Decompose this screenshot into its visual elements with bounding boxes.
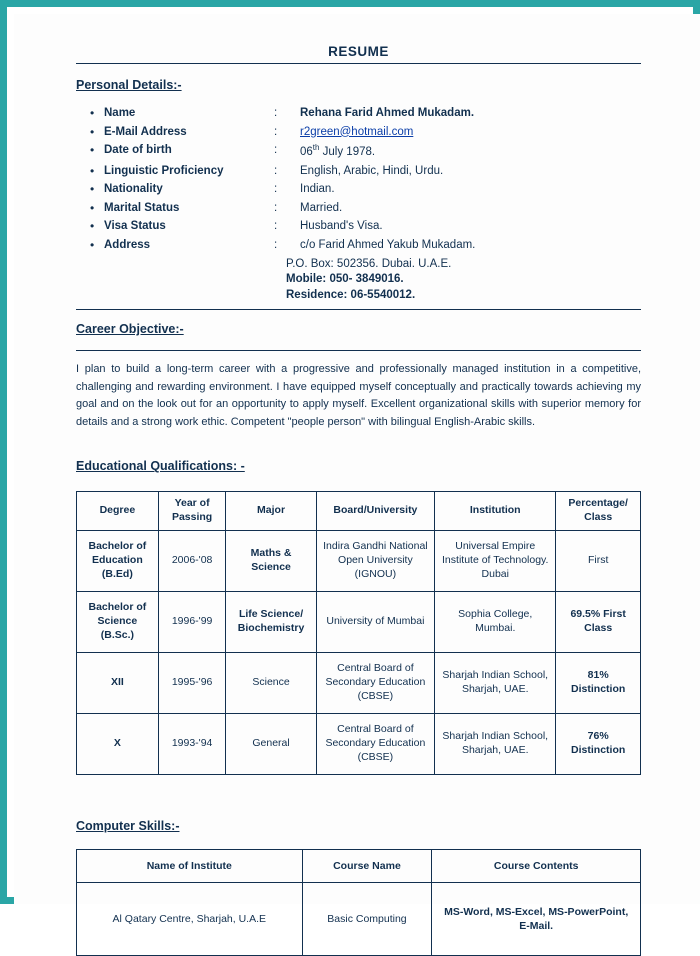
field-separator: : — [274, 125, 278, 138]
column-header-year: Year of Passing — [158, 492, 226, 530]
field-separator: : — [274, 201, 278, 214]
cell-major: General — [226, 713, 316, 774]
cell-degree: Bachelor of Science (B.Sc.) — [77, 591, 159, 652]
table-row — [77, 530, 641, 591]
table-row — [77, 652, 641, 713]
address-line-po-box: P.O. Box: 502356. Dubai. U.A.E. — [286, 257, 452, 270]
ordinal-suffix: th — [312, 143, 320, 153]
cell-institution: Sharjah Indian School, Sharjah, UAE. — [435, 713, 556, 774]
personal-details-heading: Personal Details:- — [76, 78, 182, 92]
spacer — [76, 775, 641, 801]
cell-institute: Al Qatary Centre, Sharjah, U.A.E — [77, 883, 303, 956]
list-item — [90, 201, 641, 217]
table-header-row — [77, 492, 641, 530]
computer-skills-table — [76, 849, 641, 956]
cell-percentage: First — [556, 530, 641, 591]
personal-details-list — [90, 106, 641, 254]
education-table — [76, 491, 641, 774]
cell-year: 2006-'08 — [158, 530, 226, 591]
cell-percentage: 69.5% First Class — [556, 591, 641, 652]
column-header-percentage: Percentage/ Class — [556, 492, 641, 530]
computer-skills-section — [76, 817, 641, 841]
personal-section-divider — [76, 309, 641, 310]
field-label: Date of birth — [104, 144, 172, 157]
column-header-institution: Institution — [435, 492, 556, 530]
cell-board: Central Board of Secondary Education (CBSE) — [316, 652, 434, 713]
computer-skills-heading: Computer Skills:- — [76, 818, 180, 833]
column-header-major: Major — [226, 492, 316, 530]
cell-board: University of Mumbai — [316, 591, 434, 652]
field-separator: : — [274, 238, 278, 251]
cell-major: Maths & Science — [226, 530, 316, 591]
bullet-icon: • — [90, 219, 95, 234]
list-item — [90, 164, 641, 180]
spacer — [76, 801, 641, 817]
column-header-board: Board/University — [316, 492, 434, 530]
cell-year: 1993-'94 — [158, 713, 226, 774]
list-item — [90, 143, 641, 160]
cell-year: 1996-'99 — [158, 591, 226, 652]
title-divider — [76, 63, 641, 64]
bullet-icon: • — [90, 182, 95, 197]
cell-percentage: 76% Distinction — [556, 713, 641, 774]
field-label: Name — [104, 107, 136, 119]
field-label: Visa Status — [104, 220, 166, 233]
field-label: Nationality — [104, 183, 163, 196]
cell-institution: Sophia College, Mumbai. — [435, 591, 556, 652]
field-value-address: c/o Farid Ahmed Yakub Mukadam. — [300, 238, 476, 251]
bullet-icon: • — [90, 143, 95, 158]
bullet-icon: • — [90, 237, 95, 252]
field-separator: : — [274, 107, 278, 119]
cell-major: Life Science/ Biochemistry — [226, 591, 316, 652]
list-item — [90, 125, 641, 141]
list-item — [90, 106, 641, 122]
column-header-course-name: Course Name — [302, 849, 432, 883]
personal-details-section — [76, 76, 641, 100]
bullet-icon: • — [90, 200, 95, 215]
list-item — [90, 219, 641, 235]
email-link[interactable]: r2green@hotmail.com — [300, 125, 414, 138]
cell-course-name: Basic Computing — [302, 883, 432, 956]
field-separator: : — [274, 164, 278, 177]
field-label: E-Mail Address — [104, 125, 187, 138]
field-separator: : — [274, 144, 278, 157]
table-row — [77, 883, 641, 956]
cell-institution: Sharjah Indian School, Sharjah, UAE. — [435, 652, 556, 713]
cell-institution: Universal Empire Institute of Technology. Dubai — [435, 530, 556, 591]
cell-board: Central Board of Secondary Education (CBSE) — [316, 713, 434, 774]
career-objective-section — [76, 320, 641, 344]
education-heading: Educational Qualifications: - — [76, 459, 245, 474]
list-item — [90, 238, 641, 254]
cell-degree: XII — [77, 652, 159, 713]
field-value-name: Rehana Farid Ahmed Mukadam. — [300, 107, 475, 119]
address-line-mobile: Mobile: 050- 3849016. — [286, 273, 404, 286]
cell-percentage: 81% Distinction — [556, 652, 641, 713]
bullet-icon: • — [90, 106, 95, 120]
cell-degree: X — [77, 713, 159, 774]
field-value-nationality: Indian. — [300, 183, 335, 196]
resume-content — [76, 44, 641, 956]
objective-heading-divider — [76, 350, 641, 351]
field-value-visa-status: Husband's Visa. — [300, 220, 383, 233]
field-label: Linguistic Proficiency — [104, 164, 224, 177]
spacer — [76, 431, 641, 457]
field-separator: : — [274, 183, 278, 196]
field-separator: : — [274, 220, 278, 233]
field-value-dob: 06th July 1978. — [300, 143, 376, 159]
bullet-icon: • — [90, 163, 95, 178]
career-objective-text: I plan to build a long-term career with a progressive and professionally managed institution in a competitive, challenging and rewarding environment. I have equipped myself conceptually and practically towards achieving my goal and on the look out for an opportunity to apply myself. Excellent organizational skills with superior memory for details and a strong work ethic. Competent "people person" with bilingual English-Arabic skills. — [76, 363, 641, 428]
education-section — [76, 457, 641, 481]
table-header-row — [77, 849, 641, 883]
address-line-residence: Residence: 06-5540012. — [286, 288, 416, 301]
bullet-icon: • — [90, 124, 95, 139]
cell-course-contents: MS-Word, MS-Excel, MS-PowerPoint, E-Mail. — [432, 883, 641, 956]
list-item — [90, 182, 641, 198]
resume-page — [14, 14, 700, 933]
field-label: Address — [104, 238, 151, 251]
cell-degree: Bachelor of Education (B.Ed) — [77, 530, 159, 591]
field-label: Marital Status — [104, 201, 180, 214]
document-title: RESUME — [328, 44, 389, 59]
table-row — [77, 713, 641, 774]
field-value-languages: English, Arabic, Hindi, Urdu. — [300, 164, 444, 177]
cell-year: 1995-'96 — [158, 652, 226, 713]
field-value-marital-status: Married. — [300, 201, 343, 214]
table-row — [77, 591, 641, 652]
cell-board: Indira Gandhi National Open University (IGNOU) — [316, 530, 434, 591]
career-objective-heading: Career Objective:- — [76, 322, 184, 337]
column-header-institute: Name of Institute — [77, 849, 303, 883]
cell-major: Science — [226, 652, 316, 713]
column-header-degree: Degree — [77, 492, 159, 530]
column-header-course-contents: Course Contents — [432, 849, 641, 883]
